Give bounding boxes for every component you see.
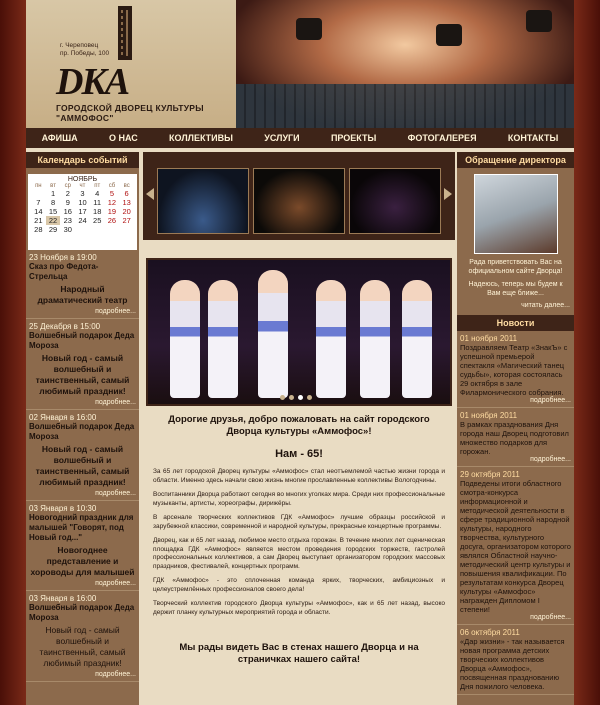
news-item xyxy=(457,331,574,408)
address-street: пр. Победы, 100 xyxy=(60,50,110,57)
calendar-day[interactable]: 1 xyxy=(50,189,56,198)
singer-figure xyxy=(170,280,200,398)
slide-dot[interactable] xyxy=(307,395,312,400)
calendar-day xyxy=(31,189,46,198)
news-text: В рамках празднования Дня города наш Дворец подготовил множество подарков для горожан. xyxy=(460,420,569,456)
calendar-day xyxy=(90,225,105,234)
news-more-link[interactable]: подробнее... xyxy=(530,397,571,404)
director-message xyxy=(457,254,574,302)
director-photo xyxy=(474,174,558,254)
calendar-day[interactable]: 2 xyxy=(65,189,70,198)
nav-collectives[interactable]: КОЛЛЕКТИВЫ xyxy=(169,133,233,143)
nav-about[interactable]: О НАС xyxy=(108,133,138,143)
gallery-thumb[interactable] xyxy=(349,168,441,234)
event-more-link[interactable]: подробнее... xyxy=(95,308,136,315)
left-column xyxy=(26,152,139,705)
calendar-day[interactable]: 24 xyxy=(78,216,87,225)
event-title[interactable]: Новогодний праздник для малышей "Говорят, под Новый год..." xyxy=(29,513,134,542)
news-text: Подведены итоги областного смотра-конкурса информационной и методической деятельности в сфере традиционной народной культуры, народного творчества, культурного досуга, организатором которого являлся Областной научно-методический центр культуры и повышения квалификации. По результатам конкурса Дворец культуры «Аммофос» награжден Дипломом I степени! xyxy=(460,479,571,614)
news-text: «Дар жизни» - так называется новая программа детских творческих коллективов Дворца «Аммофос», посвященная празднованию Дня пожилого человека. xyxy=(460,637,565,691)
calendar-day[interactable]: 16 xyxy=(63,207,72,216)
singer-figure xyxy=(316,280,346,398)
paragraph: За 65 лет городской Дворец культуры «Аммофос» стал неотъемлемой частью жизни города и области. Именно здесь начали свою жизнь многие прославленные коллективы Вологодчины. xyxy=(153,468,445,484)
singer-figure xyxy=(258,270,288,398)
logo-area[interactable] xyxy=(26,0,236,128)
singer-figure xyxy=(208,280,238,398)
right-column xyxy=(457,152,574,705)
address-city: г. Череповец xyxy=(60,42,99,49)
photo-gallery xyxy=(143,152,455,240)
event-title[interactable]: Волшебный подарок Деда Мороза xyxy=(29,331,135,350)
calendar-day[interactable]: 18 xyxy=(93,207,102,216)
calendar-day[interactable]: 5 xyxy=(109,189,114,198)
event-more-link[interactable]: подробнее... xyxy=(95,580,136,587)
paragraph: Воспитанники Дворца работают сегодня во многих уголках мира. Среди них профессиональные музыканты, артисты, хореографы, дирижёры. xyxy=(153,491,445,507)
gallery-thumb[interactable] xyxy=(253,168,345,234)
singer-figure xyxy=(402,280,432,398)
calendar-day[interactable]: 25 xyxy=(93,216,102,225)
welcome-text xyxy=(153,468,445,623)
weekday-label: вт xyxy=(50,183,56,189)
weekday-label: чт xyxy=(79,183,86,189)
calendar-day[interactable]: 6 xyxy=(124,189,129,198)
gallery-next-icon[interactable] xyxy=(444,188,452,200)
news-title: Новости xyxy=(457,315,574,331)
nav-services[interactable]: УСЛУГИ xyxy=(264,133,300,143)
event-item xyxy=(26,410,139,501)
news-date: 01 ноября 2011 xyxy=(460,411,518,420)
nav-projects[interactable]: ПРОЕКТЫ xyxy=(330,133,377,143)
event-more-link[interactable]: подробнее... xyxy=(95,671,136,678)
events-list xyxy=(26,250,139,682)
weekday-label: сб xyxy=(108,183,116,189)
director-text: Рада приветствовать Вас на официальном сайте Дворца! xyxy=(468,259,563,275)
event-description: Народный драматический театр xyxy=(37,284,128,305)
event-title[interactable]: Волшебный подарок Деда Мороза xyxy=(29,603,135,622)
news-date: 06 октября 2011 xyxy=(460,628,520,637)
calendar-day[interactable]: 21 xyxy=(34,216,43,225)
calendar-day[interactable]: 8 xyxy=(50,198,56,207)
main-column xyxy=(143,152,455,705)
nav-afisha[interactable]: АФИША xyxy=(41,133,78,143)
calendar-day xyxy=(75,225,90,234)
event-description: Новый год - самый волшебный и таинственный, самый любимый праздник! xyxy=(35,353,130,396)
event-description: Новый год - самый волшебный и таинственный, самый любимый праздник! xyxy=(35,444,130,487)
paragraph: ГДК «Аммофос» - это сплоченная команда ярких, творческих, амбициозных и целеустремлённых профессионалов своего дела! xyxy=(153,577,445,593)
address xyxy=(60,42,109,58)
calendar-day[interactable]: 3 xyxy=(80,189,85,198)
page xyxy=(26,0,574,705)
calendar-day xyxy=(105,225,120,234)
calendar-day[interactable]: 15 xyxy=(48,207,58,216)
calendar-title: Календарь событий xyxy=(26,152,139,168)
event-item xyxy=(26,319,139,410)
news-item xyxy=(457,408,574,467)
left-background xyxy=(0,0,26,705)
calendar-day[interactable]: 20 xyxy=(122,207,131,216)
weekday-label: пн xyxy=(35,183,42,189)
calendar-grid xyxy=(31,183,134,234)
slideshow-dots xyxy=(280,395,312,400)
slide-dot[interactable] xyxy=(298,395,303,400)
event-description: Новогоднее представление и хороводы для малышей xyxy=(30,545,135,577)
weekday-label: вс xyxy=(123,183,130,189)
logo[interactable]: DKA xyxy=(56,61,129,103)
weekday-label: пт xyxy=(94,183,101,189)
news-text: Поздравляем Театр «ЗнакЪ» с успешной премьерой спектакля «Магический танец судьбы», которая состоялась 29 октября в зале Филармонического собрания. xyxy=(460,343,568,397)
calendar-day[interactable]: 23 xyxy=(63,216,72,225)
calendar-day[interactable]: 27 xyxy=(122,216,131,225)
news-date: 29 октября 2011 xyxy=(460,470,520,479)
news-item xyxy=(457,467,574,625)
event-date: 02 Января в 16:00 xyxy=(29,413,97,422)
event-date: 23 Ноября в 19:00 xyxy=(29,253,97,262)
welcome-heading: Дорогие друзья, добро пожаловать на сайт городского Дворца культуры «Аммофос»! xyxy=(168,414,430,437)
calendar-month: НОЯБРЬ xyxy=(67,176,98,183)
paragraph: Творческий коллектив городского Дворца культуры «Аммофос», как и 65 лет назад, высоко держит планку культурных мероприятий города и области. xyxy=(153,600,445,616)
seats-image xyxy=(236,84,574,128)
calendar-day[interactable]: 12 xyxy=(107,198,117,207)
calendar-day[interactable]: 7 xyxy=(36,198,41,207)
paragraph: В арсенале творческих коллективов ГДК «Аммофос» лучшие образцы российской и зарубежной классики, современной и народной культуры, прекрасные концертные программы. xyxy=(153,514,445,530)
news-more-link[interactable]: подробнее... xyxy=(530,614,571,621)
gallery-thumb[interactable] xyxy=(157,168,249,234)
header-stage-image xyxy=(236,0,574,128)
weekday-label: ср xyxy=(64,183,71,189)
paragraph: Дворец, как и 65 лет назад, любимое место отдыха горожан. В течение многих лет сценическая площадка ГДК «Аммофос» является местом проведения городских торжеств, гастролей профессиональных коллективов, а сам Дворец выступает организатором городских массовых праздников, фестивалей, концертных программ. xyxy=(153,537,445,570)
calendar-day[interactable]: 30 xyxy=(63,225,72,234)
closing-heading: Мы рады видеть Вас в стенах нашего Дворца и на страничках нашего сайта! xyxy=(179,642,419,665)
calendar-day[interactable]: 22 xyxy=(46,216,61,225)
calendar-day[interactable]: 17 xyxy=(78,207,87,216)
event-item xyxy=(26,250,139,319)
main-nav xyxy=(26,128,574,148)
event-description: Новый год - самый волшебный и таинственный, самый любимый праздник! xyxy=(39,625,126,668)
calendar xyxy=(28,174,137,250)
news-date: 01 ноября 2011 xyxy=(460,334,518,343)
calendar-day[interactable]: 26 xyxy=(107,216,117,225)
calendar-day[interactable]: 28 xyxy=(34,225,43,234)
slide-dot[interactable] xyxy=(280,395,285,400)
singer-figure xyxy=(360,280,390,398)
spotlight-icon xyxy=(296,18,322,40)
calendar-day[interactable]: 11 xyxy=(93,198,102,207)
calendar-day[interactable]: 4 xyxy=(95,189,100,198)
header xyxy=(26,0,574,128)
calendar-day[interactable]: 9 xyxy=(65,198,70,207)
event-item xyxy=(26,591,139,682)
event-item xyxy=(26,501,139,591)
nav-gallery[interactable]: ФОТОГАЛЕРЕЯ xyxy=(407,133,477,143)
calendar-day[interactable]: 10 xyxy=(78,198,87,207)
nav-contacts[interactable]: КОНТАКТЫ xyxy=(507,133,559,143)
news-item xyxy=(457,625,574,695)
director-title: Обращение директора xyxy=(457,152,574,168)
slide-dot[interactable] xyxy=(289,395,294,400)
main-slideshow-image xyxy=(146,258,452,406)
event-more-link[interactable]: подробнее... xyxy=(95,399,136,406)
news-list xyxy=(457,331,574,695)
gallery-prev-icon[interactable] xyxy=(146,188,154,200)
anniversary-heading: Нам - 65! xyxy=(275,448,323,460)
director-read-more-link[interactable]: читать далее... xyxy=(521,302,570,309)
news-more-link[interactable]: подробнее... xyxy=(530,456,571,463)
calendar-day[interactable]: 13 xyxy=(122,198,131,207)
spotlight-icon xyxy=(436,24,462,46)
tower-icon xyxy=(118,6,132,60)
event-more-link[interactable]: подробнее... xyxy=(95,490,136,497)
right-background xyxy=(574,0,600,705)
calendar-day[interactable]: 14 xyxy=(34,207,43,216)
event-title[interactable]: Сказ про Федота-Стрельца xyxy=(29,262,99,281)
event-title[interactable]: Волшебный подарок Деда Мороза xyxy=(29,422,135,441)
event-date: 25 Декабря в 15:00 xyxy=(29,322,101,331)
spotlight-icon xyxy=(526,10,552,32)
calendar-day[interactable]: 19 xyxy=(107,207,117,216)
event-date: 03 Января в 16:00 xyxy=(29,594,97,603)
director-text: Надеюсь, теперь мы будем к Вам еще ближе... xyxy=(468,281,563,297)
calendar-day[interactable]: 29 xyxy=(48,225,58,234)
site-subtitle: ГОРОДСКОЙ ДВОРЕЦ КУЛЬТУРЫ "АММОФОС" xyxy=(56,103,204,123)
event-date: 03 Января в 10:30 xyxy=(29,504,97,513)
calendar-day xyxy=(119,225,134,234)
